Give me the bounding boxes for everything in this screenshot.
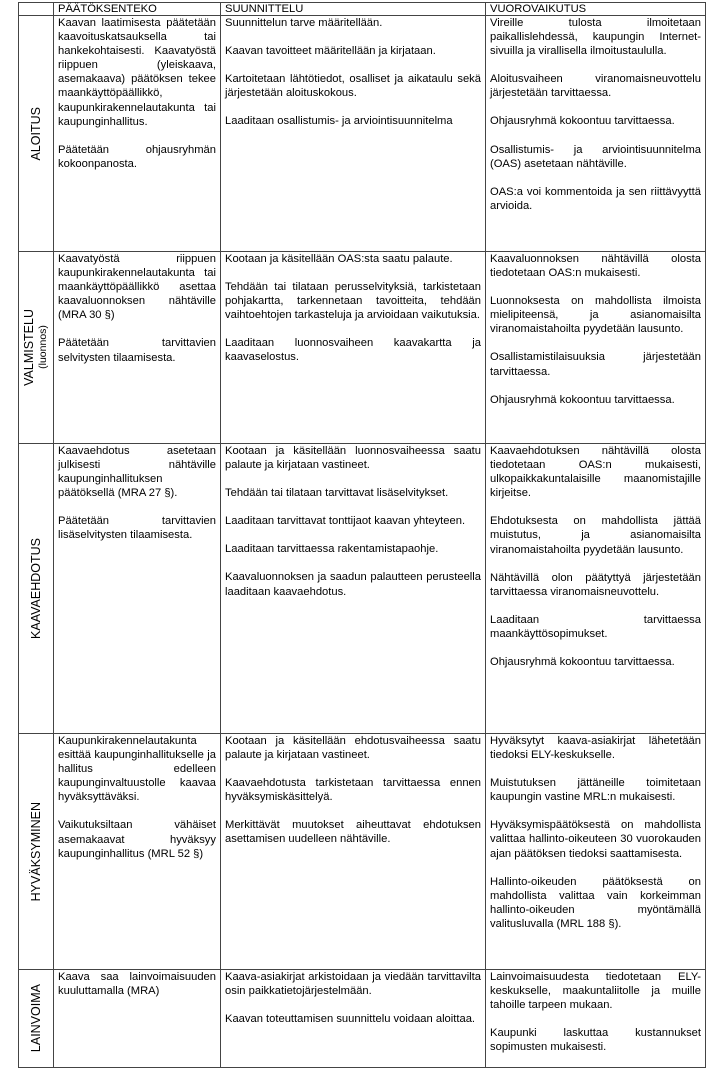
paatoksenteko-cell xyxy=(54,16,221,252)
paragraph: Ohjausryhmä kokoontuu tarvittaessa. xyxy=(490,656,675,669)
paragraph: Kaavan toteuttamisen suunnittelu voidaan aloittaa. xyxy=(225,1013,476,1026)
paatoksenteko-cell xyxy=(54,444,221,734)
paragraph: Ehdotuksesta on mahdollista jättää muistutus, ja asianomaisilta viranomaistahoilta pyydetään lausunto. xyxy=(490,515,701,556)
paragraph: Kaupunki laskuttaa kustannukset sopimusten mukaisesti. xyxy=(490,1027,701,1054)
paragraph: Hyväksytyt kaava-asiakirjat lähetetään tiedoksi ELY-keskukselle. xyxy=(490,735,701,762)
header-phase xyxy=(19,3,54,16)
table-row-lainvoima xyxy=(19,970,706,1068)
table-row-hyvaksyminen xyxy=(19,734,706,970)
header-row xyxy=(19,3,706,16)
phase-cell xyxy=(19,970,54,1068)
paragraph: Vaikutuksiltaan vähäiset asemakaavat hyväksyy kaupunginhallitus (MRL 52 §) xyxy=(58,819,216,860)
paragraph: Luonnoksesta on mahdollista ilmoista mielipiteensä, ja asianomaisilta viranomaistahoilta pyydetään lausunto. xyxy=(490,295,701,336)
paragraph: Laaditaan luonnosvaiheen kaavakartta ja kaavaselostus. xyxy=(225,337,481,364)
phase-label: HYVÄKSYMINEN xyxy=(29,801,43,902)
suunnittelu-cell xyxy=(221,444,486,734)
phase-cell xyxy=(19,252,54,444)
suunnittelu-cell xyxy=(221,970,486,1068)
paragraph: Aloitusvaiheen viranomaisneuvottelu järjestetään tarvittaessa. xyxy=(490,73,701,100)
paragraph: Kaava saa lainvoimaisuuden kuuluttamalla (MRA) xyxy=(58,971,216,998)
paragraph: Kaavaehdotus asetetaan julkisesti nähtäville kaupunginhallituksen päätöksellä (MRA 27 §). xyxy=(58,445,216,500)
phase-label: VALMISTELU (luonnos) xyxy=(22,309,49,386)
paragraph: Laaditaan tarvittaessa rakentamistapaohje. xyxy=(225,543,439,556)
paragraph: Suunnittelun tarve määritellään. xyxy=(225,17,383,29)
vuorovaikutus-cell xyxy=(486,252,706,444)
suunnittelu-cell xyxy=(221,734,486,970)
table-row-kaavaehdotus xyxy=(19,444,706,734)
paragraph: OAS:a voi kommentoida ja sen riittävyyttä arvioida. xyxy=(490,185,701,212)
paragraph: Laaditaan tarvittavat tonttijaot kaavan yhteyteen. xyxy=(225,515,466,528)
phase-cell xyxy=(19,444,54,734)
paragraph: Kaava-asiakirjat arkistoidaan ja viedään tarvittavilta osin paikkatietojärjestelmään. xyxy=(225,971,481,998)
paragraph: Kootaan ja käsitellään OAS:sta saatu palaute. xyxy=(225,253,453,265)
vuorovaikutus-cell xyxy=(486,970,706,1068)
paragraph: Laaditaan tarvittaessa maankäyttösopimukset. xyxy=(490,613,701,640)
planning-process-table xyxy=(18,2,706,1068)
paatoksenteko-cell xyxy=(54,252,221,444)
phase-label: LAINVOIMA xyxy=(29,984,43,1053)
paatoksenteko-cell xyxy=(54,970,221,1068)
phase-label: ALOITUS xyxy=(29,106,43,161)
paragraph: Kootaan ja käsitellään ehdotusvaiheessa saatu palaute ja kirjataan vastineet. xyxy=(225,735,481,762)
table-row-aloitus xyxy=(19,16,706,252)
paragraph: Tehdään tai tilataan perusselvityksiä, tarkistetaan pohjakartta, tarkennetaan tavoitteita, tehdään vaihtoehtojen tarkasteluja ja arvioidaan vaikutuksia. xyxy=(225,281,481,322)
paragraph: Muistutuksen jättäneille toimitetaan kaupungin vastine MRL:n mukaisesti. xyxy=(490,777,701,804)
paragraph: Ohjausryhmä kokoontuu tarvittaessa. xyxy=(490,393,675,406)
table-row-valmistelu xyxy=(19,252,706,444)
phase-label: KAAVAEHDOTUS xyxy=(29,538,43,639)
paragraph: Kaavaluonnoksen ja saadun palautteen perusteella laaditaan kaavaehdotus. xyxy=(225,571,481,598)
paragraph: Laaditaan osallistumis- ja arviointisuunnitelma xyxy=(225,115,453,128)
paragraph: Nähtävillä olon päätyttyä järjestetään tarvittaessa viranomaisneuvottelu. xyxy=(490,571,701,598)
paatoksenteko-cell xyxy=(54,734,221,970)
paragraph: Kootaan ja käsitellään luonnosvaiheessa saatu palaute ja kirjataan vastineet. xyxy=(225,445,481,472)
vuorovaikutus-cell xyxy=(486,734,706,970)
paragraph: Lainvoimaisuudesta tiedotetaan ELY-keskukselle, maakuntaliitolle ja muille tahoille tarpeen mukaan. xyxy=(490,971,701,1012)
header-vuorovaikutus: VUOROVAIKUTUS xyxy=(486,3,706,16)
vuorovaikutus-cell xyxy=(486,444,706,734)
paragraph: Päätetään tarvittavien lisäselvitysten tilaamisesta. xyxy=(58,515,216,542)
suunnittelu-cell xyxy=(221,16,486,252)
paragraph: Kaavaehdotusta tarkistetaan tarvittaessa ennen hyväksymiskäsittelyä. xyxy=(225,777,481,804)
paragraph: Kartoitetaan lähtötiedot, osalliset ja aikataulu sekä järjestetään aloituskokous. xyxy=(225,73,481,100)
phase-sublabel: (luonnos) xyxy=(37,325,49,370)
paragraph: Ohjausryhmä kokoontuu tarvittaessa. xyxy=(490,115,675,128)
paragraph: Kaavatyöstä riippuen kaupunkirakennelautakunta tai maankäyttöpäällikkö asettaa kaavaluonnoksen nähtäville (MRA 30 §) xyxy=(58,253,216,322)
paragraph: Kaavan tavoitteet määritellään ja kirjataan. xyxy=(225,45,436,58)
paragraph: Kaupunkirakennelautakunta esittää kaupunginhallitukselle ja hallitus edelleen kaupunginvaltuustolle kaavaa hyväksyttäväksi. xyxy=(58,735,216,804)
paragraph: Päätetään tarvittavien selvitysten tilaamisesta. xyxy=(58,337,216,364)
paragraph: Kaavan laatimisesta päätetään kaavoituskatsauksella tai hankekohtaisesti. Kaavatyöstä riippuen (yleiskaava, asemakaava) päätöksen tekee maankäyttöpäällikkö, kaupunkirakennelautakunta tai kaupunginhallitus. xyxy=(58,17,216,128)
paragraph: Päätetään ohjausryhmän kokoonpanosta. xyxy=(58,143,216,170)
suunnittelu-cell xyxy=(221,252,486,444)
phase-cell xyxy=(19,734,54,970)
paragraph: Tehdään tai tilataan tarvittavat lisäselvitykset. xyxy=(225,487,449,500)
phase-cell xyxy=(19,16,54,252)
paragraph: Kaavaluonnoksen nähtävillä olosta tiedotetaan OAS:n mukaisesti. xyxy=(490,253,701,280)
paragraph: Hallinto-oikeuden päätöksestä on mahdollista valittaa vain korkeimman hallinto-oikeuden myöntämällä valitusluvalla (MRL 188 §). xyxy=(490,875,701,930)
header-paatoksenteko: PÄÄTÖKSENTEKO xyxy=(54,3,221,16)
paragraph: Osallistamistilaisuuksia järjestetään tarvittaessa. xyxy=(490,351,701,378)
paragraph: Kaavaehdotuksen nähtävillä olosta tiedotetaan OAS:n mukaisesti, ulkopaikkakuntalaisille maanomistajille kirjeitse. xyxy=(490,445,701,500)
paragraph: Hyväksymispäätöksestä on mahdollista valittaa hallinto-oikeuteen 30 vuorokauden ajan päätöksen tiedoksi saattamisesta. xyxy=(490,819,701,860)
paragraph: Osallistumis- ja arviointisuunnitelma (OAS) asetetaan nähtäville. xyxy=(490,143,701,170)
header-suunnittelu: SUUNNITTELU xyxy=(221,3,486,16)
vuorovaikutus-cell xyxy=(486,16,706,252)
paragraph: Merkittävät muutokset aiheuttavat ehdotuksen asettamisen uudelleen nähtäville. xyxy=(225,819,481,846)
paragraph: Vireille tulosta ilmoitetaan paikallislehdessä, kaupungin Internet-sivuilla ja virallisella ilmoitustaululla. xyxy=(490,17,701,58)
